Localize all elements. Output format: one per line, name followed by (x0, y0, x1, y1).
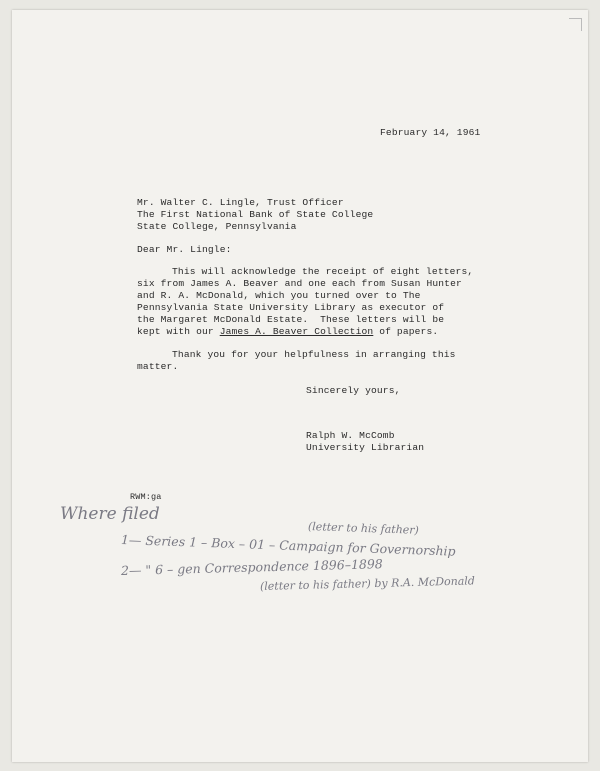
filing-line-1-note: (letter to his father) (307, 520, 420, 537)
reference-initials: RWM:ga (130, 492, 162, 502)
where-filed-note: Where filed (60, 504, 160, 524)
salutation: Dear Mr. Lingle: (137, 244, 232, 255)
address-line: Mr. Walter C. Lingle, Trust Officer (137, 197, 344, 208)
filing-line-2-note: (letter to his father) by R.A. McDonald (259, 574, 476, 593)
closing: Sincerely yours, (306, 385, 401, 396)
filing-line-1: 1— Series 1 – Box – 01 – Campaign for Governorship (120, 532, 456, 559)
body-line: six from James A. Beaver and one each from Susan Hunter (137, 278, 462, 289)
collection-name: James A. Beaver Collection (219, 326, 374, 337)
address-line: State College, Pennsylvania (137, 221, 297, 232)
filing-line-2: 2— " 6 – gen Correspondence 1896–1898 (120, 556, 383, 578)
signer-title: University Librarian (306, 442, 425, 453)
body-text: kept with our (137, 326, 220, 337)
body-line: and R. A. McDonald, which you turned over to The (137, 290, 421, 301)
signer-name: Ralph W. McComb (306, 430, 395, 441)
body-line: matter. (137, 361, 179, 372)
body-line: Pennsylvania State University Library as executor of (137, 302, 445, 313)
body-text: of papers. (373, 326, 439, 337)
body-line (137, 326, 438, 338)
body-line: This will acknowledge the receipt of eight letters, (172, 266, 474, 277)
page-corner-mark (569, 18, 582, 31)
address-line: The First National Bank of State College (137, 209, 374, 220)
letter-page (12, 10, 588, 762)
body-line: the Margaret McDonald Estate. These letters will be (137, 314, 445, 325)
letter-date: February 14, 1961 (380, 127, 481, 138)
body-line: Thank you for your helpfulness in arranging this (172, 349, 456, 360)
